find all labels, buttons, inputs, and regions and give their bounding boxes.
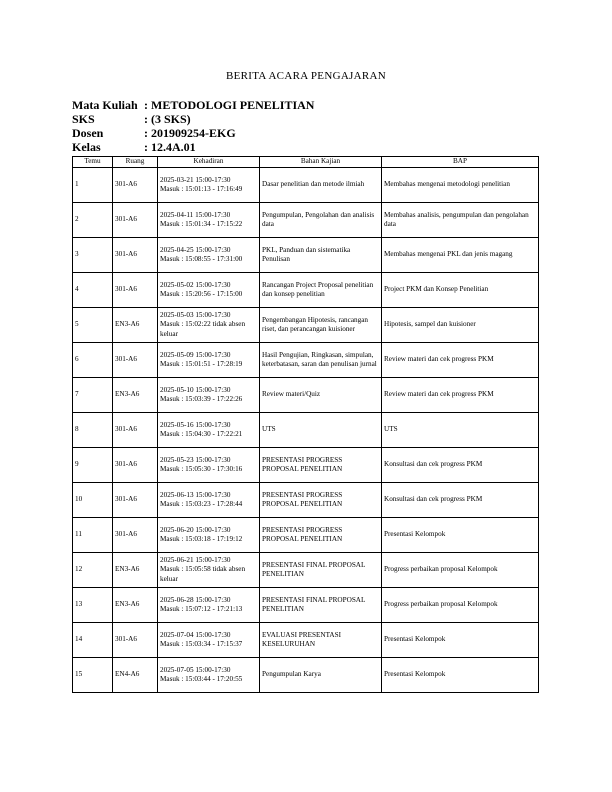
cell-bap: Review materi dan cek progress PKM <box>382 343 539 378</box>
info-label: Kelas <box>72 140 101 154</box>
table-row <box>73 658 539 693</box>
cell-temu: 15 <box>73 658 113 693</box>
table-row <box>73 273 539 308</box>
cell-bap: Presentasi Kelompok <box>382 623 539 658</box>
cell-temu: 6 <box>73 343 113 378</box>
cell-hadir: Masuk : 15:03:39 - 17:22:26 <box>160 395 243 403</box>
cell-kehadiran <box>158 203 260 238</box>
cell-kehadiran <box>158 588 260 623</box>
cell-bahan-kajian: Pengumpulan, Pengolahan dan analisis data <box>260 203 382 238</box>
header-bap: BAP <box>382 157 539 168</box>
header-bahan-kajian: Bahan Kajian <box>260 157 382 168</box>
info-value: : 201909254-EKG <box>144 126 236 140</box>
cell-ruang: 301-A6 <box>113 483 158 518</box>
info-label: SKS <box>72 112 95 126</box>
cell-jadwal: 2025-06-20 15:00-17:30 <box>160 525 231 534</box>
table-row <box>73 413 539 448</box>
cell-bap: Review materi dan cek progress PKM <box>382 378 539 413</box>
table-row <box>73 378 539 413</box>
cell-hadir: Masuk : 15:02:22 tidak absen keluar <box>160 320 246 338</box>
cell-ruang: 301-A6 <box>113 413 158 448</box>
cell-temu: 7 <box>73 378 113 413</box>
cell-bap: Membahas analisis, pengumpulan dan pengolahan data <box>382 203 539 238</box>
cell-bap: Konsultasi dan cek progress PKM <box>382 483 539 518</box>
cell-kehadiran <box>158 448 260 483</box>
cell-hadir: Masuk : 15:20:56 - 17:15:00 <box>160 290 243 298</box>
table-row <box>73 553 539 588</box>
cell-kehadiran <box>158 273 260 308</box>
cell-ruang: EN4-A6 <box>113 658 158 693</box>
table-row <box>73 448 539 483</box>
table-row <box>73 623 539 658</box>
cell-temu: 11 <box>73 518 113 553</box>
cell-jadwal: 2025-07-05 15:00-17:30 <box>160 665 231 674</box>
cell-bahan-kajian: PRESENTASI PROGRESS PROPOSAL PENELITIAN <box>260 448 382 483</box>
cell-bap: Project PKM dan Konsep Penelitian <box>382 273 539 308</box>
cell-bahan-kajian: UTS <box>260 413 382 448</box>
cell-bahan-kajian: PKL, Panduan dan sistematika Penulisan <box>260 238 382 273</box>
cell-bahan-kajian: PRESENTASI PROGRESS PROPOSAL PENELITIAN <box>260 518 382 553</box>
cell-kehadiran <box>158 308 260 343</box>
info-label: Mata Kuliah <box>72 98 138 112</box>
cell-jadwal: 2025-07-04 15:00-17:30 <box>160 630 231 639</box>
cell-hadir: Masuk : 15:08:55 - 17:31:00 <box>160 255 243 263</box>
cell-bap: Konsultasi dan cek progress PKM <box>382 448 539 483</box>
cell-ruang: 301-A6 <box>113 448 158 483</box>
cell-bahan-kajian: EVALUASI PRESENTASI KESELURUHAN <box>260 623 382 658</box>
cell-hadir: Masuk : 15:01:13 - 17:16:49 <box>160 185 243 193</box>
cell-hadir: Masuk : 15:03:44 - 17:20:55 <box>160 675 243 683</box>
cell-kehadiran <box>158 553 260 588</box>
cell-kehadiran <box>158 483 260 518</box>
page-title: BERITA ACARA PENGAJARAN <box>225 70 387 82</box>
cell-kehadiran <box>158 413 260 448</box>
info-row-kelas <box>72 140 314 154</box>
cell-hadir: Masuk : 15:01:51 - 17:28:19 <box>160 360 243 368</box>
cell-jadwal: 2025-06-21 15:00-17:30 <box>160 556 231 565</box>
cell-hadir: Masuk : 15:05:30 - 17:30:16 <box>160 465 243 473</box>
cell-hadir: Masuk : 15:04:30 - 17:22:21 <box>160 430 243 438</box>
cell-bahan-kajian: Pengumpulan Karya <box>260 658 382 693</box>
cell-bap: Progress perbaikan proposal Kelompok <box>382 553 539 588</box>
cell-temu: 8 <box>73 413 113 448</box>
cell-hadir: Masuk : 15:03:18 - 17:19:12 <box>160 535 243 543</box>
info-row-dosen <box>72 126 314 140</box>
cell-bap: UTS <box>382 413 539 448</box>
table-header-row <box>73 157 539 168</box>
cell-temu: 5 <box>73 308 113 343</box>
cell-temu: 3 <box>73 238 113 273</box>
cell-temu: 12 <box>73 553 113 588</box>
cell-hadir: Masuk : 15:05:58 tidak absen keluar <box>160 565 246 583</box>
cell-bap: Hipotesis, sampel dan kuisioner <box>382 308 539 343</box>
cell-jadwal: 2025-04-11 15:00-17:30 <box>160 210 231 219</box>
cell-bap: Membahas mengenai metodologi penelitian <box>382 168 539 203</box>
cell-temu: 4 <box>73 273 113 308</box>
cell-hadir: Masuk : 15:01:34 - 17:15:22 <box>160 220 243 228</box>
cell-ruang: 301-A6 <box>113 343 158 378</box>
cell-kehadiran <box>158 518 260 553</box>
table-row <box>73 343 539 378</box>
cell-bahan-kajian: PRESENTASI PROGRESS PROPOSAL PENELITIAN <box>260 483 382 518</box>
cell-jadwal: 2025-05-10 15:00-17:30 <box>160 385 231 394</box>
cell-ruang: EN3-A6 <box>113 308 158 343</box>
table-row <box>73 518 539 553</box>
cell-ruang: 301-A6 <box>113 238 158 273</box>
cell-hadir: Masuk : 15:03:34 - 17:15:37 <box>160 640 243 648</box>
cell-ruang: EN3-A6 <box>113 378 158 413</box>
cell-hadir: Masuk : 15:07:12 - 17:21:13 <box>160 605 243 613</box>
cell-jadwal: 2025-05-09 15:00-17:30 <box>160 350 231 359</box>
cell-ruang: 301-A6 <box>113 518 158 553</box>
cell-ruang: EN3-A6 <box>113 588 158 623</box>
cell-bap: Membahas mengenai PKL dan jenis magang <box>382 238 539 273</box>
cell-temu: 1 <box>73 168 113 203</box>
table-row <box>73 168 539 203</box>
info-row-mata-kuliah <box>72 98 314 112</box>
cell-ruang: 301-A6 <box>113 203 158 238</box>
cell-temu: 2 <box>73 203 113 238</box>
cell-kehadiran <box>158 238 260 273</box>
cell-temu: 10 <box>73 483 113 518</box>
cell-bap: Progress perbaikan proposal Kelompok <box>382 588 539 623</box>
info-value: : 12.4A.01 <box>144 140 196 154</box>
header-temu: Temu <box>73 157 113 168</box>
cell-hadir: Masuk : 15:03:23 - 17:28:44 <box>160 500 243 508</box>
cell-kehadiran <box>158 168 260 203</box>
cell-ruang: EN3-A6 <box>113 553 158 588</box>
info-value: : (3 SKS) <box>144 112 191 126</box>
table-row <box>73 308 539 343</box>
info-row-sks <box>72 112 314 126</box>
course-info <box>72 98 314 154</box>
header-ruang: Ruang <box>113 157 158 168</box>
attendance-table <box>72 156 539 693</box>
cell-jadwal: 2025-05-23 15:00-17:30 <box>160 455 231 464</box>
table-row <box>73 238 539 273</box>
cell-bap: Presentasi Kelompok <box>382 518 539 553</box>
cell-kehadiran <box>158 343 260 378</box>
cell-kehadiran <box>158 623 260 658</box>
header-kehadiran: Kehadiran <box>158 157 260 168</box>
cell-bahan-kajian: Rancangan Project Proposal penelitian dan konsep penelitian <box>260 273 382 308</box>
cell-ruang: 301-A6 <box>113 273 158 308</box>
cell-jadwal: 2025-05-03 15:00-17:30 <box>160 311 231 320</box>
cell-jadwal: 2025-05-16 15:00-17:30 <box>160 420 231 429</box>
info-value: : METODOLOGI PENELITIAN <box>144 98 315 112</box>
cell-bahan-kajian: Hasil Pengujian, Ringkasan, simpulan, keterbatasan, saran dan penulisan jurnal <box>260 343 382 378</box>
cell-bahan-kajian: PRESENTASI FINAL PROPOSAL PENELITIAN <box>260 588 382 623</box>
cell-jadwal: 2025-03-21 15:00-17:30 <box>160 175 231 184</box>
cell-kehadiran <box>158 658 260 693</box>
table-body <box>73 168 539 693</box>
cell-bahan-kajian: Pengembangan Hipotesis, rancangan riset, dan perancangan kuisioner <box>260 308 382 343</box>
cell-jadwal: 2025-04-25 15:00-17:30 <box>160 245 231 254</box>
cell-ruang: 301-A6 <box>113 168 158 203</box>
table-row <box>73 588 539 623</box>
cell-jadwal: 2025-05-02 15:00-17:30 <box>160 280 231 289</box>
cell-temu: 13 <box>73 588 113 623</box>
info-label: Dosen <box>72 126 104 140</box>
cell-bahan-kajian: Review materi/Quiz <box>260 378 382 413</box>
cell-temu: 14 <box>73 623 113 658</box>
cell-bahan-kajian: Dasar penelitian dan metode ilmiah <box>260 168 382 203</box>
cell-jadwal: 2025-06-13 15:00-17:30 <box>160 490 231 499</box>
table-row <box>73 203 539 238</box>
table-row <box>73 483 539 518</box>
cell-ruang: 301-A6 <box>113 623 158 658</box>
cell-bap: Presentasi Kelompok <box>382 658 539 693</box>
cell-temu: 9 <box>73 448 113 483</box>
cell-bahan-kajian: PRESENTASI FINAL PROPOSAL PENELITIAN <box>260 553 382 588</box>
cell-jadwal: 2025-06-28 15:00-17:30 <box>160 595 231 604</box>
cell-kehadiran <box>158 378 260 413</box>
